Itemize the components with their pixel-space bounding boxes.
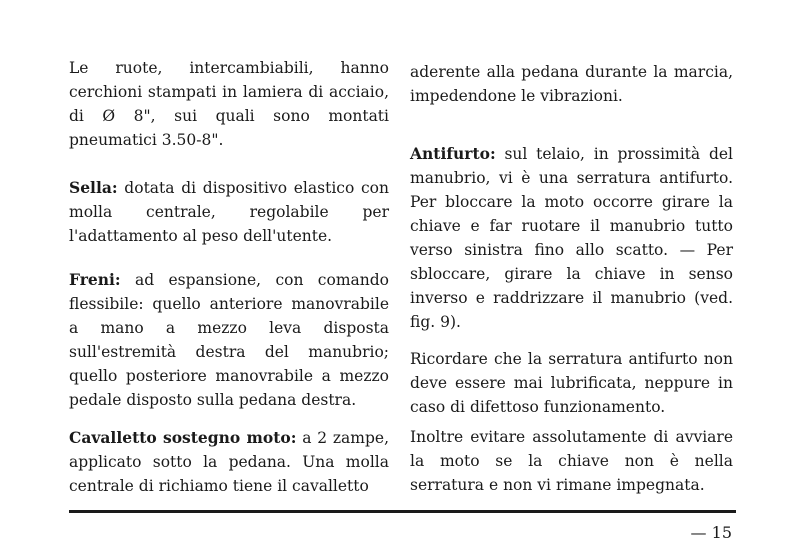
footer-rule (69, 510, 736, 513)
saddle-paragraph (69, 176, 389, 248)
lubrication-note-paragraph (410, 347, 733, 419)
saddle-term: Sella: (69, 178, 118, 197)
stand-term: Cavalletto sostegno moto: (69, 428, 297, 447)
antitheft-term: Antifurto: (410, 144, 496, 163)
page-number: — 15 (690, 523, 732, 542)
antitheft-paragraph (410, 142, 733, 334)
stand-text: a 2 zampe, applicato sotto la pedana. Una molla centrale di richiamo tiene il cavalletto (69, 429, 389, 495)
lubrication-note-text: Ricordare che la serratura antifurto non deve essere mai lubrificata, neppure in caso di difettoso funzionamento. (410, 350, 733, 416)
wheels-paragraph (69, 56, 389, 152)
stand-continued-text: aderente alla pedana durante la marcia, impedendone le vibrazioni. (410, 63, 733, 105)
stand-continued-paragraph (410, 60, 733, 108)
saddle-text: dotata di dispositivo elastico con molla centrale, regolabile per l'adattamento al peso dell'utente. (69, 179, 389, 245)
wheels-text: Le ruote, intercambiabili, hanno cerchioni stampati in lamiera di acciaio, di Ø 8", sui quali sono montati pneumatici 3.50-8". (69, 59, 389, 149)
ignition-warning-text: Inoltre evitare assolutamente di avviare la moto se la chiave non è nella serratura e non vi rimane impegnata. (410, 428, 733, 494)
brakes-term: Freni: (69, 270, 121, 289)
brakes-text: ad espansione, con comando flessibile: quello anteriore manovrabile a mano a mezzo leva disposta sull'estremità destra del manubrio; quello posteriore manovrabile a mezzo pedale disposto sulla pedana destra. (69, 271, 389, 409)
stand-paragraph (69, 426, 389, 498)
ignition-warning-paragraph (410, 425, 733, 497)
brakes-paragraph (69, 268, 389, 412)
antitheft-text: sul telaio, in prossimità del manubrio, vi è una serratura antifurto. Per bloccare la moto occorre girare la chiave e far ruotare il manubrio tutto verso sinistra fino allo scatto. — Per sbloccare, girare la chiave in senso inverso e raddrizzare il manubrio (ved. fig. 9). (410, 145, 733, 331)
